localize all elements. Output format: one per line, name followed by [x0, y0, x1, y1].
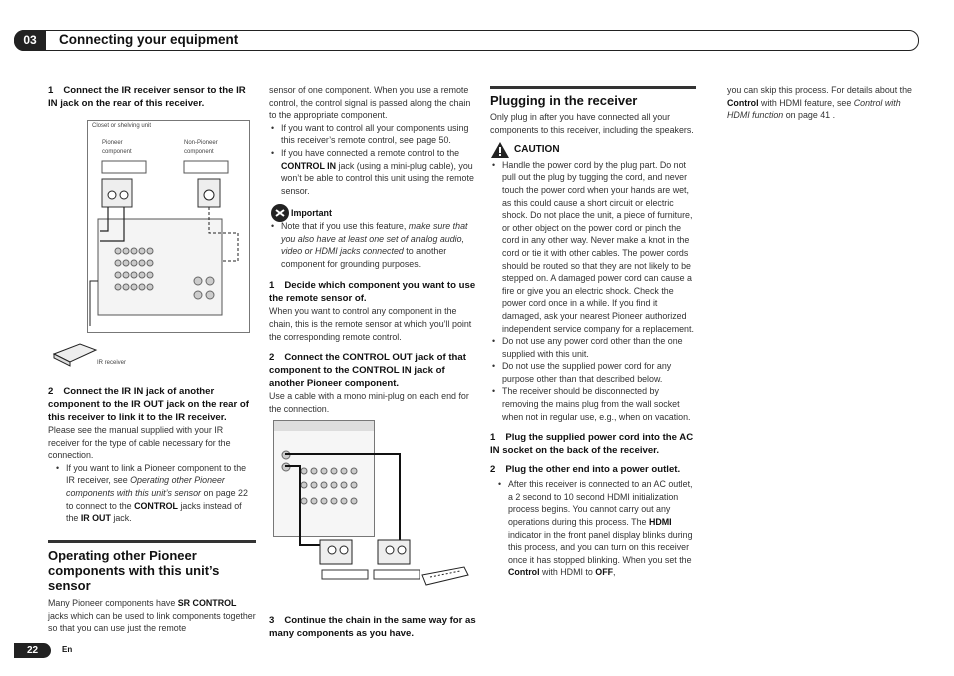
page-number: 22 [14, 643, 51, 658]
ir-receiver-label: IR receiver [97, 360, 127, 366]
caution-bullet-2: • Do not use any power cord other than the one supplied with this unit. [490, 335, 696, 360]
column-4 [727, 84, 912, 122]
section-operating-other [48, 548, 256, 635]
section-title: Operating other Pioneer components with this unit’s sensor [48, 548, 220, 593]
chain-cables-drawing [280, 440, 420, 590]
important-bullet: • Note that if you use this feature, make sure that you also have at least one set of analog audio, video or HDMI jacks connected to another component for grounding purposes. [269, 220, 477, 270]
step-2-bullet: • If you want to link a Pioneer component to the IR receiver, see Operating other Pioneer components with this unit’s sensor on page 22 to connect to the CONTROL jacks instead of the IR OUT jack. [54, 462, 256, 525]
remote-control-icon [420, 565, 470, 595]
caution-bullet-4: • The receiver should be disconnected by removing the mains plug from the wall socket when not in regular use, e.g., when on vacation. [490, 385, 696, 423]
col2-bullet-1: • If you want to control all your components using this receiver’s remote control, see page 50. [269, 122, 477, 147]
col2-intro: sensor of one component. When you use a remote control, the control signal is passed along the chain to the appropriate component. [269, 85, 471, 121]
col3-step-2-bullet: • After this receiver is connected to an AC outlet, a 2 second to 10 second HDMI initialization process begins. You cannot carry out any operations during this process. The HDMI indicator in the front panel display blinks during this process, and you can turn on this receiver once it has stopped blinking. When you set the Control with HDMI to OFF, [496, 478, 696, 579]
important-box [269, 207, 477, 270]
closet-label: Closet or shelving unit [92, 123, 152, 129]
col2-step-3-heading: 3 Continue the chain in the same way for as many components as you have. [269, 615, 476, 639]
ir-receiver-icon [50, 338, 100, 368]
step-2-body: Please see the manual supplied with your IR receiver for the type of cable necessary for the connection. [48, 425, 231, 461]
non-pioneer-label: Non-Pioneer component [184, 140, 218, 155]
step-2-heading: 2 Connect the IR IN jack of another component to the IR OUT jack on the rear of this receiver to link it to the IR receiver. [48, 386, 249, 423]
column-2 [269, 84, 477, 415]
section-body: Many Pioneer components have SR CONTROL jacks which can be used to link components together so that you can use just the remote [48, 598, 256, 634]
col2-bullet-2: • If you have connected a remote control to the CONTROL IN jack (using a mini-plug cable), you won’t be able to control this unit using the remote sensor. [269, 147, 477, 197]
column-1-lower [48, 385, 256, 525]
step-1-heading: 1 Connect the IR receiver sensor to the IR IN jack on the rear of this receiver. [48, 85, 246, 109]
col4-text: you can skip this process. For details about the Control with HDMI feature, see Control with HDMI function on page 41 . [727, 85, 912, 121]
col2-step-3 [269, 614, 477, 640]
caution-box [490, 144, 696, 157]
caution-bullet-3: • Do not use the supplied power cord for any purpose other than that described below. [490, 360, 696, 385]
section-rule [48, 540, 256, 543]
important-title: Important [291, 208, 332, 219]
plugging-rule [490, 86, 696, 89]
col3-step-2-heading: 2 Plug the other end into a power outlet. [490, 464, 681, 476]
col2-step-2-body: Use a cable with a mono mini-plug on each end for the connection. [269, 391, 469, 414]
caution-icon [490, 141, 510, 159]
col2-step-1-heading: 1 Decide which component you want to use the remote sensor of. [269, 280, 476, 305]
col2-step-1-body: When you want to control any component in the chain, this is the remote sensor at which you’ll point the corresponding remote control. [269, 306, 472, 342]
chapter-number: 03 [14, 30, 46, 51]
closet-diagram-drawing [88, 121, 249, 332]
caution-title: CAUTION [514, 144, 560, 156]
plugging-intro: Only plug in after you have connected all your components to this receiver, including the speakers. [490, 112, 694, 135]
pioneer-label: Pioneer component [102, 140, 132, 155]
column-1 [48, 84, 256, 110]
page-title: Connecting your equipment [59, 32, 239, 47]
closet-diagram [87, 120, 250, 333]
column-3 [490, 93, 696, 579]
language-code: En [62, 645, 73, 654]
caution-bullet-1: • Handle the power cord by the plug part. Do not pull out the plug by tugging the cord, and never touch the power cord when your hands are wet, as this could cause a short circuit or electric shock. Do not place the unit, a piece of furniture, or other object on the power cord or pinch the cord in any other way. Never make a knot in the cord or tie it with other cables. The power cords should be routed so that they are not likely to be stepped on. A damaged power cord can cause a fire or give you an electric shock. Check the power cord once in a while. If you find it damaged, ask your nearest Pioneer authorized independent service company for a replacement. [490, 159, 696, 335]
col2-step-2-heading: 2 Connect the CONTROL OUT jack of that component to the CONTROL IN jack of another Pioneer component. [269, 352, 466, 390]
col3-step-1-heading: 1 Plug the supplied power cord into the AC IN socket on the back of the receiver. [490, 432, 694, 457]
plugging-title: Plugging in the receiver [490, 93, 638, 108]
